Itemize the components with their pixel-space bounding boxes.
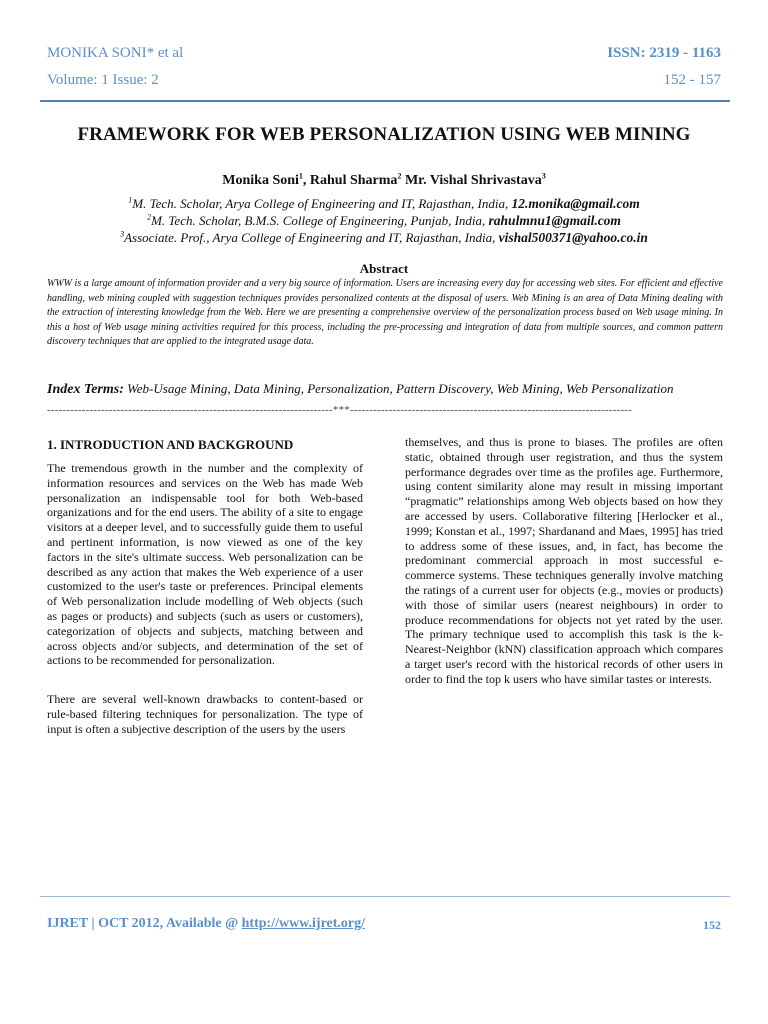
header-rule xyxy=(40,100,730,102)
index-terms-text: Web-Usage Mining, Data Mining, Personalization, Pattern Discovery, Web Mining, Web Personalization xyxy=(123,381,674,396)
header-pages: 152 - 157 xyxy=(663,72,721,88)
affiliation-text: M. Tech. Scholar, B.M.S. College of Engineering, Punjab, India, xyxy=(151,213,489,228)
affiliation-sup: 2 xyxy=(147,212,152,222)
affiliation-text: M. Tech. Scholar, Arya College of Engineering and IT, Rajasthan, India, xyxy=(132,196,512,211)
section-heading: 1. INTRODUCTION AND BACKGROUND xyxy=(47,437,294,452)
paragraph-intro-3: themselves, and thus is prone to biases. The profiles are often static, obtained through user registration, and thus the system performance degrades over time as the profiles age. Furthermore, using content similarity alone may result in missing important “pragmatic” relationships among Web objects based on how they are accessed by users. Collaborative filtering [Herlocker et al., 1999; Konstan et al., 1997; Shardanand and Maes, 1995] has tried to address some of these issues, and, in fact, has become the predominant commercial approach in most successful e-commerce systems. These techniques generally involve matching the ratings of a current user for objects (e.g., movies or products) with those of similar users (nearest neighbours) in order to produce recommendations for objects not yet rated by the user. The primary technique used to accomplish this task is the k-Nearest-Neighbor (kNN) classification approach which compares a target user's record with the historical records of other users in order to find the top k users who have similar tastes or interests. xyxy=(405,435,723,686)
footer-text: IJRET | OCT 2012, Available @ xyxy=(47,916,242,931)
affiliation-2 xyxy=(0,213,768,229)
author-2-sup: 2 xyxy=(397,171,402,181)
paragraph-intro-2: There are several well-known drawbacks to content-based or rule-based filtering techniques for personalization. The type of input is often a subjective description of the users by the users xyxy=(47,692,363,736)
author-line xyxy=(0,173,768,189)
header-issn: ISSN: 2319 - 1163 xyxy=(607,45,721,61)
index-terms-label: Index Terms: xyxy=(47,382,124,397)
affiliation-sup: 3 xyxy=(120,229,125,239)
journal-link[interactable]: http://www.ijret.org/ xyxy=(241,916,366,931)
page-number: 152 xyxy=(703,918,721,932)
author-3-sup: 3 xyxy=(541,171,546,181)
section-separator: --------------------------------------------------------------------------***------------------------------------------------------------------------- xyxy=(47,404,632,416)
footer-citation xyxy=(47,916,365,932)
abstract-heading: Abstract xyxy=(359,261,409,276)
affiliation-sup: 1 xyxy=(128,195,133,205)
header-volume: Volume: 1 Issue: 2 xyxy=(47,72,159,88)
index-terms xyxy=(47,381,727,398)
author-2: , Rahul Sharma xyxy=(302,173,398,188)
paper-title: FRAMEWORK FOR WEB PERSONALIZATION USING WEB MINING xyxy=(77,124,691,145)
affiliation-3 xyxy=(0,230,768,246)
affiliation-text: Associate. Prof., Arya College of Engineering and IT, Rajasthan, India, xyxy=(124,230,499,245)
email-link[interactable]: vishal500371@yahoo.co.in xyxy=(498,230,648,245)
paragraph-intro-1: The tremendous growth in the number and the complexity of information resources and services on the Web has made Web personalization an indispensable tool for both Web-based organizations and for the end users. The ability of a site to engage visitors at a deeper level, and to successfully guide them to useful and pertinent information, is now viewed as one of the key factors in the site's ultimate success. Web personalization can be described as any action that makes the Web experience of a user customized to the user's taste or preferences. Principal elements of Web personalization include modelling of Web objects (such as pages or products) and subjects (such as users or customers), categorization of objects and subjects, matching between and across objects and/or subjects, and determination of the set of actions to be recommended for personalization. xyxy=(47,461,363,668)
email-link[interactable]: 12.monika@gmail.com xyxy=(511,196,640,211)
author-1-sup: 1 xyxy=(298,171,303,181)
footer-rule xyxy=(40,896,730,897)
affiliation-1 xyxy=(0,196,768,212)
author-1: Monika Soni xyxy=(222,173,299,188)
email-link[interactable]: rahulmnu1@gmail.com xyxy=(488,213,621,228)
abstract-body: WWW is a large amount of information provider and a very big source of information. Users are increasing every day for accessing web sites. For efficient and effective handling, web mining coupled with suggestion techniques provides personalized contents at the disposal of users. Web Mining is an area of Data Mining dealing with the extraction of interesting knowledge from the Web. Here we are presenting a comprehensive overview of the personalization process based on Web usage mining. In this a host of Web usage mining activities required for this process, including the pre-processing and integration of data from multiple sources, and common pattern discovery techniques that are applied to the integrated usage data. xyxy=(47,278,723,348)
author-3: Mr. Vishal Shrivastava xyxy=(401,173,542,188)
header-author: MONIKA SONI* et al xyxy=(47,45,184,61)
